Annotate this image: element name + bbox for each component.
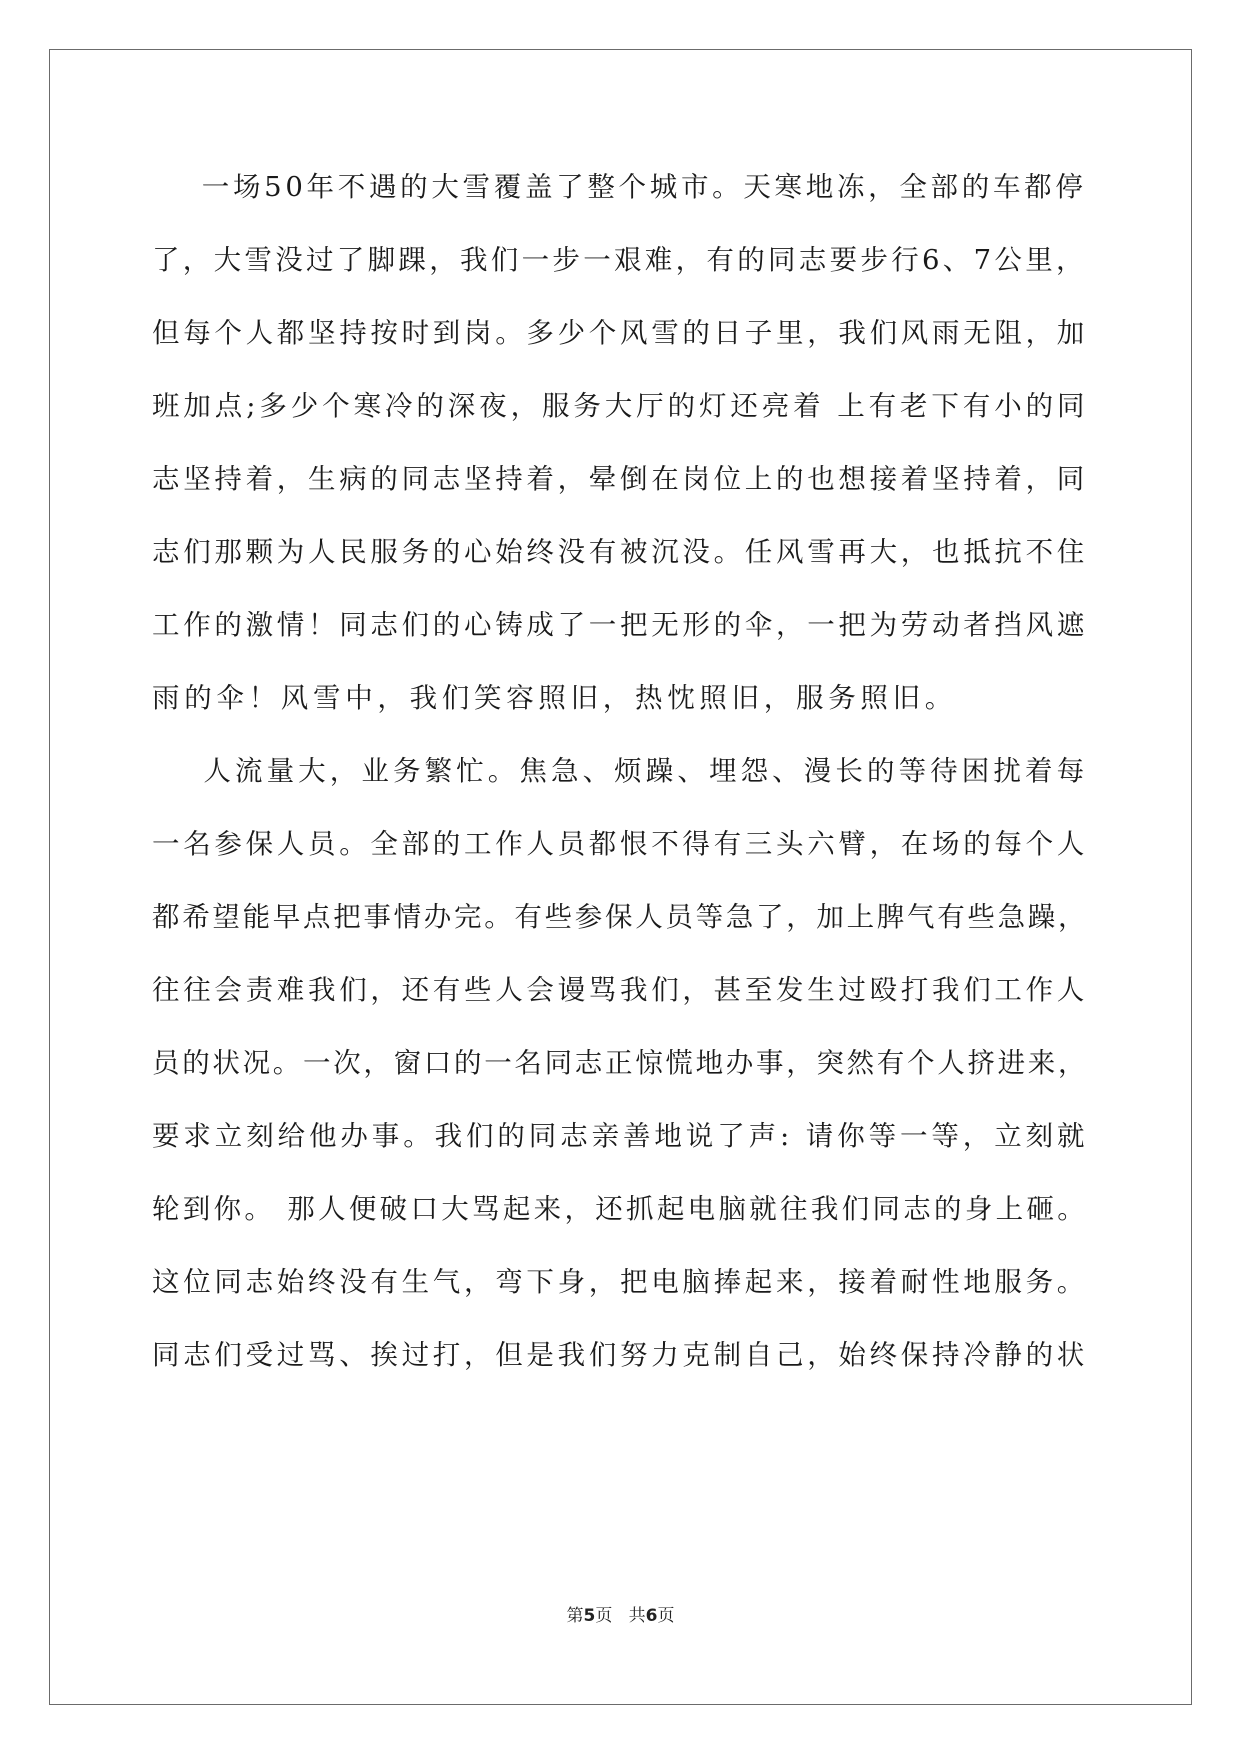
text-line: 一场50年不遇的大雪覆盖了整个城市。天寒地冻，全部的车都停 [152, 171, 1087, 203]
text-line: 都希望能早点把事情办完。有些参保人员等急了，加上脾气有些急躁， [152, 901, 1089, 933]
page-border [49, 49, 1192, 1705]
total-pages-number: 6 [645, 1606, 658, 1626]
footer-suffix: 页 [657, 1606, 675, 1626]
page-footer [0, 1601, 1241, 1626]
text-line: 工作的激情！同志们的心铸成了一把无形的伞，一把为劳动者挡风遮 [152, 609, 1088, 641]
text-line: 同志们受过骂、挨过打，但是我们努力克制自己，始终保持冷静的状 [152, 1339, 1088, 1371]
footer-middle: 页 共 [595, 1606, 646, 1626]
text-line: 了，大雪没过了脚踝，我们一步一艰难，有的同志要步行6、7公里， [152, 244, 1087, 276]
text-line: 一名参保人员。全部的工作人员都恨不得有三头六臂，在场的每个人 [152, 828, 1088, 860]
text-line: 班加点;多少个寒冷的深夜，服务大厅的灯还亮着 上有老下有小的同 [152, 390, 1089, 422]
text-line: 但每个人都坚持按时到岗。多少个风雪的日子里，我们风雨无阻，加 [152, 317, 1088, 349]
text-line: 雨的伞！风雪中，我们笑容照旧，热忱照旧，服务照旧。 [152, 682, 957, 714]
text-line: 往往会责难我们，还有些人会谩骂我们，甚至发生过殴打我们工作人 [152, 974, 1088, 1006]
text-line: 员的状况。一次，窗口的一名同志正惊慌地办事，突然有个人挤进来， [152, 1047, 1089, 1079]
text-line: 这位同志始终没有生气，弯下身，把电脑捧起来，接着耐性地服务。 [152, 1266, 1088, 1298]
text-line: 志坚持着，生病的同志坚持着，晕倒在岗位上的也想接着坚持着，同 [152, 463, 1088, 495]
text-line: 人流量大，业务繁忙。焦急、烦躁、埋怨、漫长的等待困扰着每 [152, 755, 1089, 787]
current-page-number: 5 [583, 1606, 596, 1626]
footer-prefix: 第 [566, 1606, 584, 1626]
text-line: 要求立刻给他办事。我们的同志亲善地说了声: 请你等一等，立刻就 [152, 1120, 1089, 1152]
text-line: 志们那颗为人民服务的心始终没有被沉没。任风雪再大，也抵抗不住 [152, 536, 1088, 568]
text-line: 轮到你。 那人便破口大骂起来，还抓起电脑就往我们同志的身上砸。 [152, 1193, 1089, 1225]
